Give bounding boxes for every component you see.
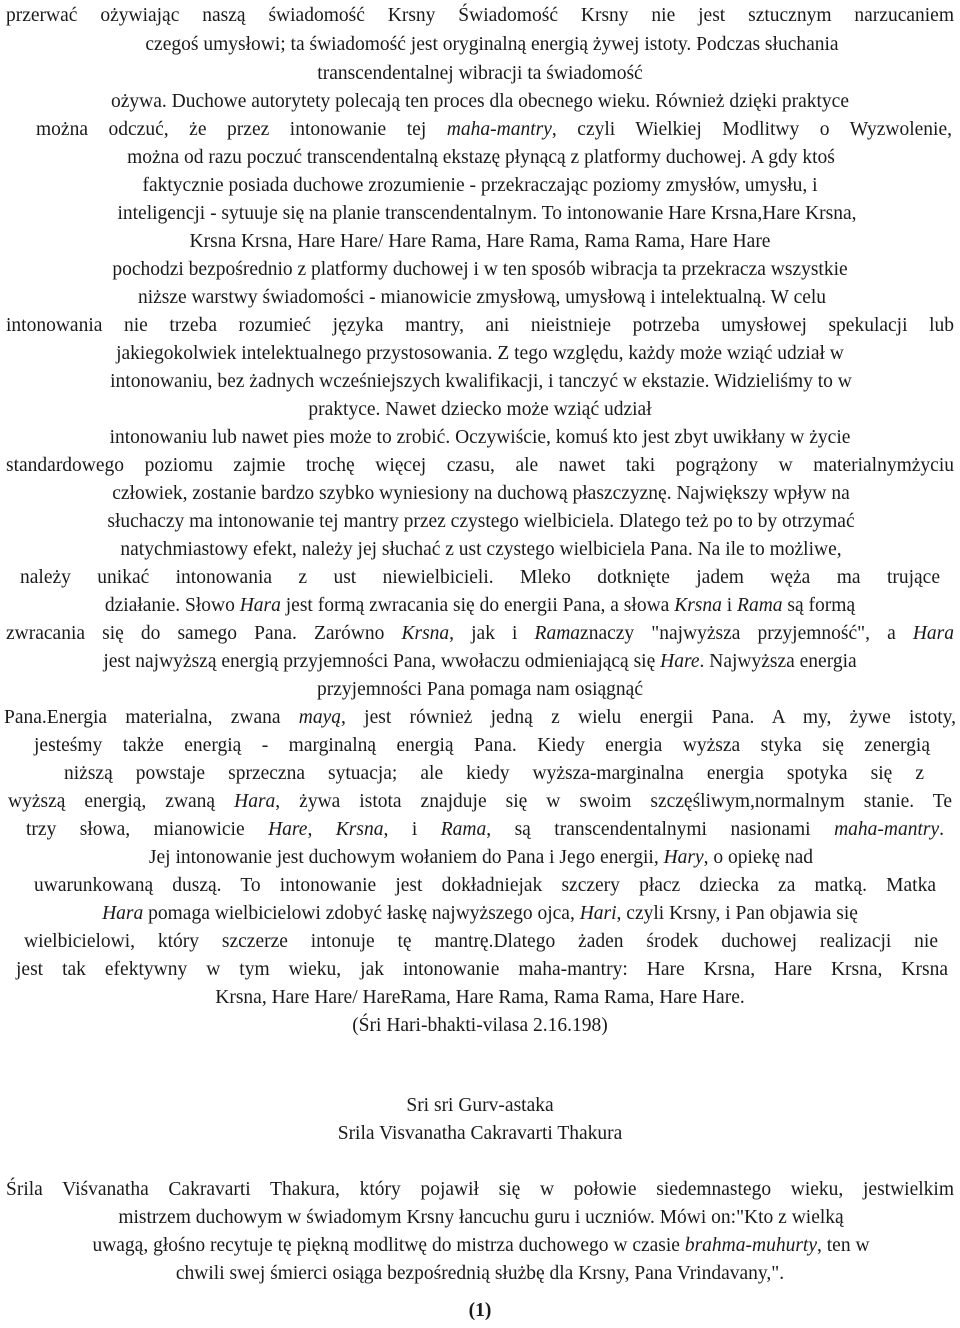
text-segment: faktycznie posiada duchowe zrozumienie - przekraczając poziomy zmysłów, umysłu, i xyxy=(142,175,818,196)
text-line xyxy=(74,31,910,59)
mantra-term: brahma-muhurty xyxy=(684,1235,818,1256)
text-segment: człowiek, zostanie bardzo szybko wyniesiony na duchową płaszczyznę. Największy wpływ na xyxy=(112,483,850,504)
mantra-term: mayą xyxy=(298,707,342,728)
mantra-term: Hara xyxy=(102,903,144,924)
text-line xyxy=(6,452,954,480)
section-author: Srila Visvanatha Cakravarti Thakura xyxy=(337,1123,623,1144)
text-segment: Pana.Energia materialna, zwana xyxy=(4,707,299,728)
text-segment: natychmiastowy efekt, należy jej słuchać z ust czystego wielbiciela Pana. Na ile to możliwe, xyxy=(120,539,842,560)
text-segment: , czyli Wielkiej Modlitwy o Wyzwolenie, xyxy=(551,119,952,140)
text-line xyxy=(22,648,938,676)
mantra-term: Hare xyxy=(268,819,308,840)
text-segment: jest tak efektywny w tym wieku, jak intonowanie maha-mantry: Hare Krsna, Hare Krsna, Krsna xyxy=(16,959,948,980)
text-segment: jest formą zwracania się do energii Pana, a słowa xyxy=(280,595,675,616)
text-segment: Krsna Krsna, Hare Hare/ Hare Rama, Hare Rama, Rama Rama, Hare Hare xyxy=(189,231,771,252)
text-segment: Jej intonowanie jest duchowym wołaniem do Pana i Jego energii, xyxy=(148,847,664,868)
text-segment: można odczuć, że przez intonowanie tej xyxy=(36,119,447,140)
text-line xyxy=(24,900,936,928)
mantra-term: Rama xyxy=(737,595,783,616)
text-line xyxy=(30,480,932,508)
mantra-term: Hara xyxy=(234,791,276,812)
section-title: Sri sri Gurv-astaka xyxy=(406,1095,554,1116)
text-line xyxy=(30,508,932,536)
text-line xyxy=(48,172,912,200)
text-line xyxy=(0,1260,960,1288)
mantra-term: Hara xyxy=(239,595,281,616)
text-segment: niższe warstwy świadomości - mianowicie zmysłową, umysłową i intelektualną. W celu xyxy=(137,287,827,308)
text-segment: jesteśmy także energią - marginalną energią Pana. Kiedy energia wyższa styka się zenergią xyxy=(34,735,930,756)
text-line xyxy=(30,424,930,452)
mantra-term: Hara xyxy=(912,623,954,644)
text-segment: przyjemności Pana pomaga nam osiągnąć xyxy=(317,679,643,700)
text-line xyxy=(36,144,926,172)
text-line xyxy=(36,116,952,144)
text-segment: praktyce. Nawet dziecko może wziąć udział xyxy=(308,399,652,420)
text-segment: intonowaniu, bez żadnych wcześniejszych kwalifikacji, i tanczyć w ekstazie. Widzieliśmy to w xyxy=(110,371,852,392)
text-segment: (Śri Hari-bhakti-vilasa 2.16.198) xyxy=(352,1015,608,1036)
text-line xyxy=(24,1232,938,1260)
text-segment: , żywa istota znajduje się w swoim szczęśliwym,normalnym stanie. Te xyxy=(275,791,953,812)
mantra-term: Hare xyxy=(660,651,700,672)
text-line xyxy=(18,592,942,620)
text-line xyxy=(4,704,956,732)
mantra-term: Krsna xyxy=(335,819,384,840)
text-line xyxy=(22,200,952,228)
text-line xyxy=(0,396,960,424)
text-line xyxy=(0,60,960,88)
text-segment: czegoś umysłowi; ta świadomość jest oryginalną energią żywej istoty. Podczas słuchania xyxy=(145,34,839,55)
text-segment: jakiegokolwiek intelektualnego przystosowania. Z tego względu, każdy może wziąć udział w xyxy=(116,343,844,364)
mantra-term: maha-mantry xyxy=(834,819,940,840)
mantra-term: maha-mantry xyxy=(446,119,552,140)
text-segment: działanie. Słowo xyxy=(104,595,240,616)
mantra-term: Hary xyxy=(663,847,704,868)
text-segment: można od razu poczuć transcendentalną ekstazę płynącą z platformy duchowej. A gdy ktoś xyxy=(127,147,835,168)
text-segment: znaczy "najwyższa przyjemność", a xyxy=(580,623,913,644)
text-segment: , xyxy=(307,819,336,840)
mantra-term: Krsna xyxy=(401,623,450,644)
text-line xyxy=(58,284,906,312)
text-line xyxy=(34,732,930,760)
text-segment: uwagą, głośno recytuje tę piękną modlitwę do mistrza duchowego w czasie xyxy=(92,1235,685,1256)
text-segment: , o opiekę nad xyxy=(703,847,814,868)
text-line xyxy=(30,256,930,284)
text-segment: . Najwyższa energia xyxy=(699,651,857,672)
text-segment: trzy słowa, mianowicie xyxy=(26,819,269,840)
text-segment: należy unikać intonowania z ust niewielbicieli. Mleko dotknięte jadem węża ma trujące xyxy=(20,567,940,588)
text-segment: zwracania się do samego Pana. Zarówno xyxy=(6,623,402,644)
text-line xyxy=(30,340,930,368)
text-segment: pomaga wielbicielowi zdobyć łaskę najwyższego ojca, xyxy=(143,903,580,924)
text-line xyxy=(0,228,960,256)
text-segment: standardowego poziomu zajmie trochę więcej czasu, ale nawet taki pogrążony w materialnymżyciu xyxy=(6,455,954,476)
text-segment: niższą powstaje sprzeczna sytuacja; ale kiedy wyższa-marginalna energia spotyka się z xyxy=(64,763,924,784)
text-segment: intonowaniu lub nawet pies może to zrobić. Oczywiście, komuś kto jest zbyt uwikłany w życie xyxy=(109,427,851,448)
text-line xyxy=(30,1204,932,1232)
text-line xyxy=(6,620,954,648)
text-line xyxy=(30,536,932,564)
text-line xyxy=(64,760,924,788)
text-segment: Krsna, Hare Hare/ HareRama, Hare Rama, Rama Rama, Hare Hare. xyxy=(215,987,745,1008)
text-segment: przerwać ożywiając naszą świadomość Krsny Świadomość Krsny nie jest sztucznym narzucaniem xyxy=(6,5,954,26)
text-segment: i xyxy=(721,595,738,616)
text-segment: uwarunkowaną duszą. To intonowanie jest dokładniejak szczery płacz dziecka za matką. Matka xyxy=(34,875,936,896)
text-segment: chwili swej śmierci osiąga bezpośrednią służbę dla Krsny, Pana Vrindavany,". xyxy=(175,1263,785,1284)
text-line xyxy=(6,2,954,30)
mantra-term: Hari xyxy=(579,903,617,924)
text-line xyxy=(20,564,940,592)
page-number: (1) xyxy=(468,1300,492,1321)
text-line xyxy=(31,88,929,116)
text-segment: słuchaczy ma intonowanie tej mantry przez czystego wielbiciela. Dlatego też po to by otrzymać xyxy=(107,511,855,532)
text-line xyxy=(26,816,944,844)
text-line xyxy=(36,368,926,396)
mantra-term: Rama xyxy=(440,819,487,840)
text-segment: są formą xyxy=(782,595,856,616)
text-segment: , ten w xyxy=(817,1235,870,1256)
text-segment: , i xyxy=(383,819,441,840)
text-line xyxy=(0,676,960,704)
text-segment: , są transcendentalnymi nasionami xyxy=(486,819,835,840)
text-line xyxy=(6,1176,954,1204)
text-segment: ożywa. Duchowe autorytety polecają ten proces dla obecnego wieku. Również dzięki praktyce xyxy=(110,91,849,112)
text-segment: jest najwyższą energią przyjemności Pana, wwołaczu odmieniającą się xyxy=(103,651,661,672)
text-segment: , czyli Krsny, i Pan objawia się xyxy=(616,903,858,924)
text-segment: , jest również jedną z wielu energii Pana. A my, żywe istoty, xyxy=(341,707,956,728)
text-line xyxy=(6,312,954,340)
text-line xyxy=(24,928,938,956)
mantra-term: Rama xyxy=(534,623,581,644)
text-segment: wielbicielowi, który szczerze intonuje tę mantrę.Dlatego żaden środek duchowej realizacji nie xyxy=(24,931,938,952)
text-line xyxy=(16,956,948,984)
text-segment: inteligencji - sytuuje się na planie transcendentalnym. To intonowanie Hare Krsna,Hare Krsna, xyxy=(117,203,857,224)
citation xyxy=(0,1012,960,1040)
text-segment: . xyxy=(939,819,945,840)
text-line xyxy=(34,872,936,900)
text-line xyxy=(66,844,896,872)
text-segment: Śrila Viśvanatha Cakravarti Thakura, który pojawił się w połowie siedemnastego wieku, jestwielkim xyxy=(6,1179,954,1200)
text-segment: mistrzem duchowym w świadomym Krsny łancuchu guru i uczniów. Mówi on:"Kto z wielką xyxy=(118,1207,844,1228)
text-segment: wyższą energią, zwaną xyxy=(8,791,235,812)
mantra-term: Krsna xyxy=(674,595,722,616)
text-line xyxy=(0,984,960,1012)
text-segment: transcendentalnej wibracji ta świadomość xyxy=(317,63,643,84)
text-segment: intonowania nie trzeba rozumieć języka mantry, ani nieistnieje potrzeba umysłowej spekulacji lub xyxy=(6,315,954,336)
text-segment: pochodzi bezpośrednio z platformy duchowej i w ten sposób wibracja ta przekracza wszystkie xyxy=(112,259,848,280)
text-segment: , jak i xyxy=(449,623,535,644)
text-line xyxy=(8,788,952,816)
